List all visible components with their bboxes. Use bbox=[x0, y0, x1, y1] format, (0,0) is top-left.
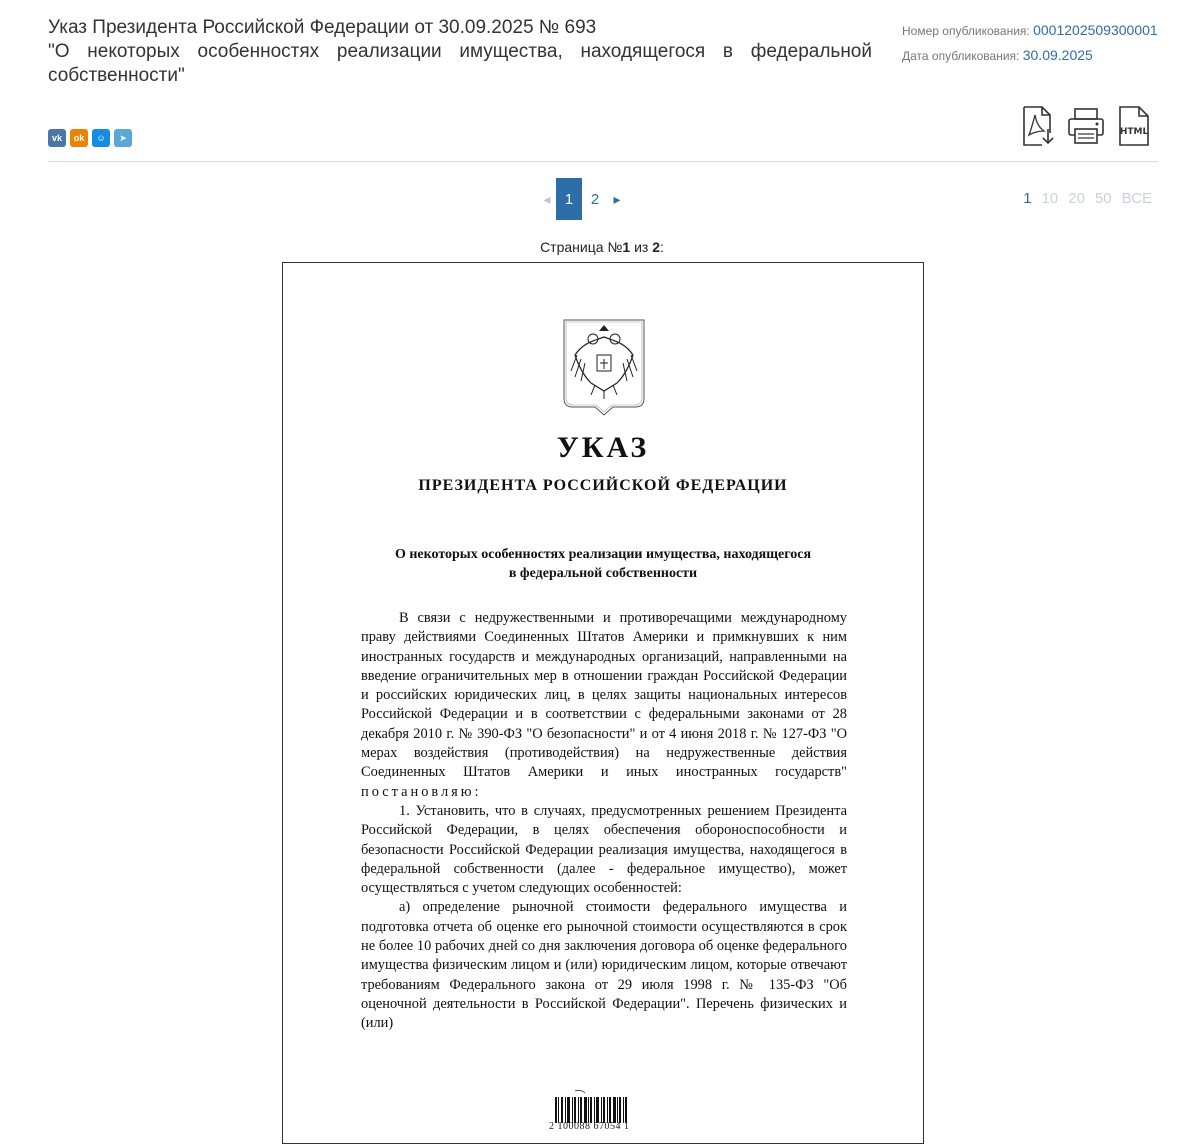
page-link-1[interactable]: 1 bbox=[556, 178, 582, 220]
per-page-1[interactable]: 1 bbox=[1023, 190, 1032, 207]
document-tools bbox=[1014, 104, 1158, 148]
caret-right-icon: ▸ bbox=[613, 190, 621, 207]
html-file-label: HTML bbox=[1119, 127, 1149, 137]
preamble-text: В связи с недружественными и противоречащими международному праву действиями Соединенных Штатов Америки и примкнувших к ним иностранных государств и международных организаций, направленными на введение ограничительных мер в отношении граждан Российской Федерации и российских юридических лиц, в целях защиты национальных интересов Российской Федерации и в соответствии с федеральными законами от 28 декабря 2010 г. № 390-ФЗ "О безопасности" и от 4 июня 2018 г. № 127-ФЗ "О мерах воздействия (противодействия) на недружественные действия Соединенных Штатов Америки и иных иностранных государств" bbox=[361, 610, 847, 781]
publication-meta bbox=[902, 20, 1192, 70]
publication-date-value: 30.09.2025 bbox=[1022, 47, 1093, 63]
coat-of-arms-icon bbox=[563, 319, 645, 417]
per-page-selector bbox=[1023, 190, 1152, 207]
barcode-icon bbox=[555, 1089, 629, 1123]
per-page-20[interactable]: 20 bbox=[1068, 190, 1085, 207]
page-indicator bbox=[0, 239, 1200, 255]
page-indicator-mid: из bbox=[630, 239, 653, 255]
per-page-50[interactable]: 50 bbox=[1094, 190, 1112, 207]
page-link-2[interactable]: 2 bbox=[590, 190, 600, 208]
publication-number-row bbox=[902, 20, 1192, 45]
previous-page-button[interactable] bbox=[538, 178, 556, 220]
title-line-number: Указ Президента Российской Федерации от 30.09.2025 № 693 bbox=[48, 17, 597, 38]
page-indicator-suffix: : bbox=[660, 239, 664, 255]
page-indicator-total: 2 bbox=[652, 239, 661, 255]
pdf-download-icon bbox=[1020, 105, 1056, 147]
open-html-button[interactable] bbox=[1110, 104, 1158, 148]
per-page-all[interactable]: ВСЕ bbox=[1121, 190, 1152, 207]
telegram-share-icon[interactable]: ➤ bbox=[114, 129, 132, 147]
document-subject: О некоторых особенностях реализации имущества, находящегося в федеральной собственности bbox=[394, 547, 812, 581]
document-paragraph-1a: а) определение рыночной стоимости федерального имущества и подготовка отчета об оценке его рыночной стоимости осуществляются в срок не более 10 рабочих дней со дня заключения договора об оценке федерального имущества физическим лицом и (или) юридическим лицом, которые отвечают требованиям Федерального закона от 29 июля 1998 г. № 135-ФЗ "Об оценочной деятельности в Российской Федерации". Перечень физических и (или) bbox=[361, 899, 847, 1032]
odnoklassniki-share-icon[interactable]: ok bbox=[70, 129, 88, 147]
document-subheading: ПРЕЗИДЕНТА РОССИЙСКОЙ ФЕДЕРАЦИИ bbox=[418, 477, 788, 494]
social-share-bar bbox=[48, 129, 132, 147]
html-file-icon bbox=[1117, 105, 1151, 147]
download-pdf-button[interactable] bbox=[1014, 104, 1062, 148]
publication-date-row bbox=[902, 45, 1192, 70]
publication-number-value: 0001202509300001 bbox=[1033, 22, 1158, 38]
publication-number-label: Номер опубликования: bbox=[902, 24, 1030, 38]
document-title bbox=[48, 16, 872, 88]
publication-date-label: Дата опубликования: bbox=[902, 49, 1020, 63]
document-body bbox=[361, 609, 847, 1034]
print-button[interactable] bbox=[1062, 104, 1110, 148]
moimir-share-icon[interactable]: ☺ bbox=[92, 129, 110, 147]
next-page-button[interactable] bbox=[608, 178, 626, 220]
postanovlyayu-text: постановляю: bbox=[361, 783, 482, 800]
barcode-number: 2 100088 67054 1 bbox=[549, 1121, 630, 1132]
header-divider bbox=[48, 161, 1158, 162]
document-paragraph-1: 1. Установить, что в случаях, предусмотренных решением Президента Российской Федерации, в целях обеспечения обороноспособности и безопасности Российской Федерации реализация имущества, находящегося в федеральной собственности (далее - федеральное имущество), может осуществляться с учетом следующих особенностей: bbox=[361, 802, 847, 897]
document-heading: УКАЗ bbox=[556, 431, 650, 464]
document-page-image bbox=[282, 262, 924, 1144]
printer-icon bbox=[1066, 106, 1106, 146]
per-page-10[interactable]: 10 bbox=[1041, 190, 1059, 207]
pagination bbox=[538, 178, 626, 220]
document-paragraph-preamble bbox=[361, 609, 847, 802]
vk-share-icon[interactable]: vk bbox=[48, 129, 66, 147]
page-indicator-current: 1 bbox=[622, 239, 631, 255]
caret-left-icon: ◂ bbox=[543, 190, 551, 207]
page-indicator-prefix: Страница № bbox=[540, 239, 623, 255]
title-line-name: "О некоторых особенностях реализации имущества, находящегося в федеральной собственности" bbox=[48, 41, 872, 86]
